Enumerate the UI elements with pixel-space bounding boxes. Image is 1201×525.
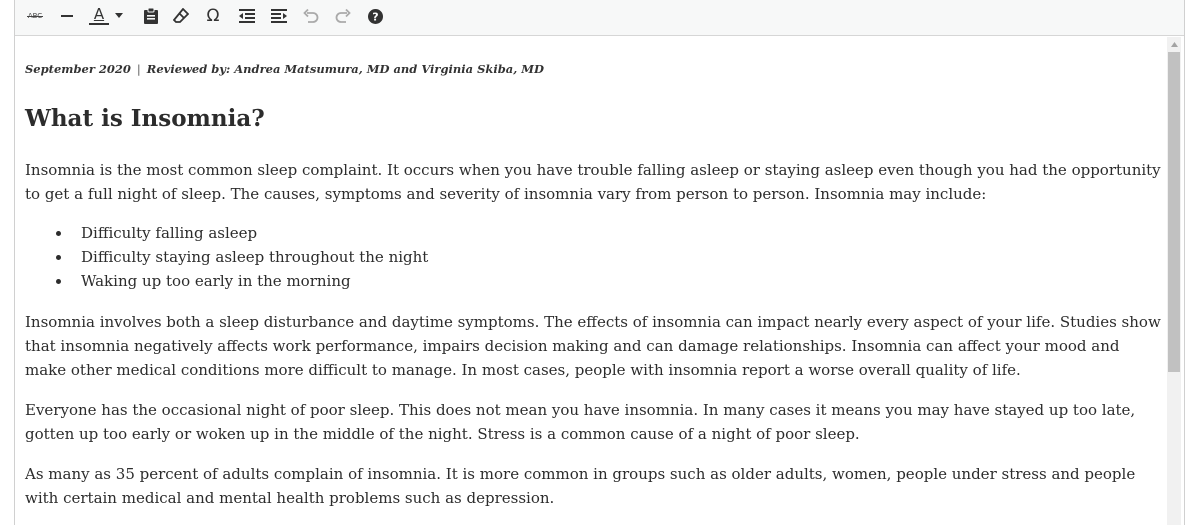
- text-color-icon: [94, 7, 104, 22]
- paste-as-text-button[interactable]: [139, 4, 163, 28]
- horizontal-line-icon: [61, 15, 73, 17]
- omega-label: Ω: [206, 6, 220, 26]
- horizontal-line-button[interactable]: [57, 4, 77, 28]
- paragraph-intro: Insomnia is the most common sleep complaint. It occurs when you have trouble falling asleep or staying asleep even though you had the opportunity to get a full night of sleep. The causes, symptoms and severity of insomnia vary from person to person. Insomnia may include:: [25, 161, 1161, 203]
- chevron-up-icon: [1171, 42, 1178, 47]
- paragraph-effects: Insomnia involves both a sleep disturbance and daytime symptoms. The effects of insomnia can impact nearly every aspect of your life. Studies show that insomnia negatively affects work performance, impairs decision making and can damage relationships. Insomnia can affect your mood and make other medical conditions more difficult to manage. In most cases, people with insomnia report a worse overall quality of life.: [25, 313, 1161, 379]
- article-meta: [25, 62, 544, 76]
- svg-text:?: ?: [371, 10, 379, 23]
- editor-content[interactable]: [15, 37, 1167, 525]
- strikethrough-icon: [28, 12, 42, 20]
- strikethrough-label: ABC: [27, 12, 43, 20]
- help-button[interactable]: [363, 4, 387, 28]
- list-item: [51, 221, 428, 245]
- text-color-button[interactable]: [87, 4, 111, 28]
- bullet-icon: [56, 231, 61, 236]
- indent-icon: [271, 9, 287, 23]
- list-item-text: Difficulty falling asleep: [81, 224, 258, 242]
- eraser-icon: [173, 8, 189, 24]
- clear-formatting-button[interactable]: [169, 4, 193, 28]
- meta-separator: |: [136, 62, 141, 76]
- scrollbar-thumb[interactable]: [1168, 52, 1180, 372]
- help-icon: [368, 9, 383, 24]
- text-color-dropdown[interactable]: [113, 4, 125, 28]
- paragraph-occasional: Everyone has the occasional night of poor sleep. This does not mean you have insomnia. In many cases it means you may have stayed up too late, gotten up too early or woken up in the middle of the night. Stress is a common cause of a night of poor sleep.: [25, 401, 1136, 443]
- symptom-list: [51, 221, 428, 293]
- bullet-icon: [56, 255, 61, 260]
- list-item: [51, 269, 428, 293]
- redo-button[interactable]: [331, 4, 355, 28]
- reviewed-by: Reviewed by: Andrea Matsumura, MD and Virginia Skiba, MD: [146, 62, 544, 76]
- scroll-up-button[interactable]: [1167, 37, 1181, 51]
- bullet-icon: [56, 279, 61, 284]
- list-item: [51, 245, 428, 269]
- undo-icon: [303, 8, 319, 24]
- clipboard-icon: [143, 7, 159, 25]
- strikethrough-button[interactable]: [23, 4, 47, 28]
- special-character-button[interactable]: [201, 4, 225, 28]
- article-heading: What is Insomnia?: [25, 105, 265, 132]
- paragraph-prevalence: As many as 35 percent of adults complain of insomnia. It is more common in groups such as older adults, women, people under stress and people with certain medical and mental health problems such as depression.: [25, 465, 1136, 507]
- undo-button[interactable]: [299, 4, 323, 28]
- toolbar: [15, 0, 1184, 36]
- outdent-button[interactable]: [235, 4, 259, 28]
- outdent-icon: [239, 9, 255, 23]
- redo-icon: [335, 8, 351, 24]
- vertical-scrollbar[interactable]: [1167, 37, 1181, 525]
- chevron-down-icon: [115, 13, 123, 19]
- list-item-text: Difficulty staying asleep throughout the night: [81, 248, 429, 266]
- indent-button[interactable]: [267, 4, 291, 28]
- omega-icon: [207, 6, 220, 26]
- text-color-label: A: [93, 5, 105, 23]
- list-item-text: Waking up too early in the morning: [81, 272, 351, 290]
- editor: [14, 0, 1185, 525]
- article-date: September 2020: [25, 62, 131, 76]
